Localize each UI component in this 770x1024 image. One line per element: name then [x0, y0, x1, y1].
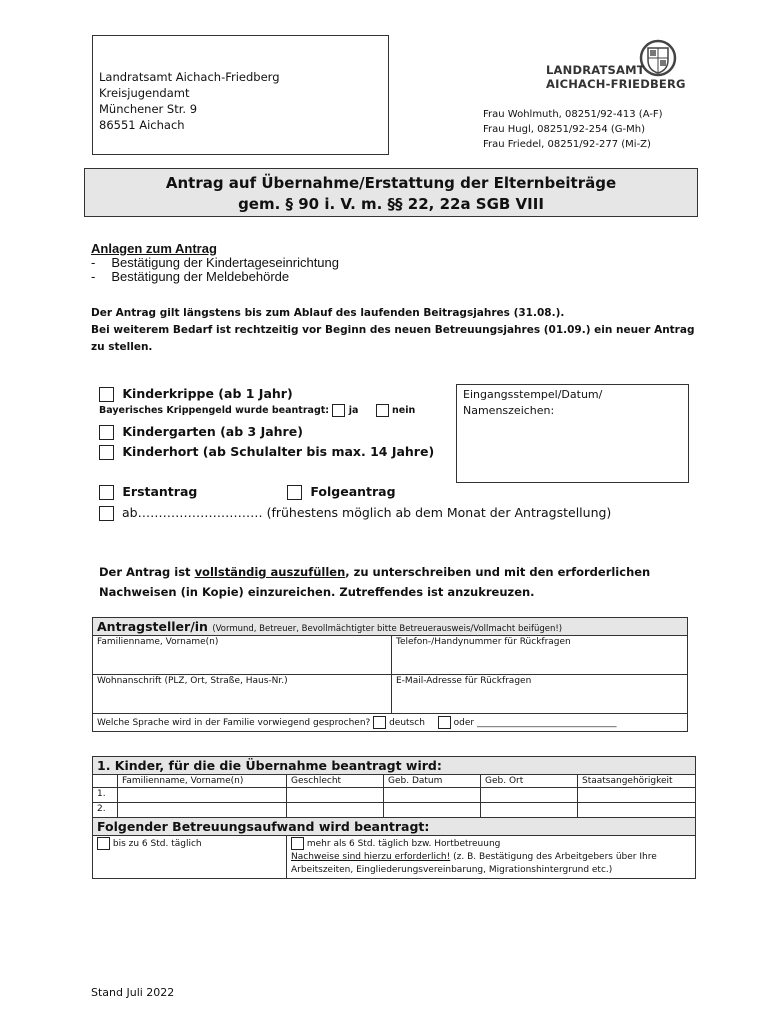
stamp-line-2: Namenszeichen: — [463, 404, 555, 417]
deutsch-label: deutsch — [389, 718, 425, 728]
oder-checkbox[interactable] — [438, 716, 451, 729]
erstantrag-checkbox[interactable] — [99, 485, 114, 500]
applicant-address-field[interactable] — [93, 675, 392, 714]
column-header: Geb. Datum — [384, 775, 481, 788]
ja-label: ja — [348, 405, 359, 416]
note-line-1: Der Antrag gilt längstens bis zum Ablauf des laufenden Beitragsjahres (31.08.). — [91, 307, 565, 319]
hort-label: Kinderhort (ab Schulalter bis max. 14 Jahre) — [122, 444, 435, 459]
index-header — [93, 775, 118, 788]
name-label: Familienname, Vorname(n) — [97, 637, 219, 647]
bullet: - — [91, 269, 96, 284]
care-heading: Folgender Betreuungsaufwand wird beantragt: — [93, 818, 696, 836]
logo-wordmark — [546, 63, 686, 91]
address-line-4: 86551 Aichach — [99, 118, 185, 132]
address-line-3: Münchener Str. 9 — [99, 102, 198, 116]
folgeantrag-label: Folgeantrag — [310, 484, 396, 499]
care-more-checkbox[interactable] — [291, 837, 304, 850]
address-line-1: Landratsamt Aichach-Friedberg — [99, 70, 280, 84]
cell-input[interactable] — [287, 788, 384, 803]
erstantrag-label: Erstantrag — [122, 484, 198, 499]
ab-checkbox[interactable] — [99, 506, 114, 521]
proof-required-text: Nachweise sind hierzu erforderlich! — [291, 852, 451, 862]
krippengeld-ja-checkbox[interactable] — [332, 404, 345, 417]
column-header: Geschlecht — [287, 775, 384, 788]
logo-line-1: LANDRATSAMT — [546, 63, 645, 77]
table-row — [93, 803, 696, 818]
stamp-box — [456, 384, 689, 483]
krippengeld-nein-checkbox[interactable] — [376, 404, 389, 417]
cell-input[interactable] — [384, 788, 481, 803]
proof-note-2: Arbeitszeiten, Eingliederungsvereinbarung, Migrationshintergrund etc.) — [291, 865, 613, 875]
children-heading: 1. Kinder, für die die Übernahme beantragt wird: — [93, 757, 696, 775]
krippe-label: Kinderkrippe (ab 1 Jahr) — [122, 386, 293, 401]
logo-line-2: AICHACH-FRIEDBERG — [546, 77, 686, 91]
stamp-line-1: Eingangsstempel/Datum/ — [463, 388, 603, 401]
cell-input[interactable] — [118, 803, 287, 818]
applicant-email-field[interactable] — [392, 675, 688, 714]
column-header: Staatsangehörigkeit — [578, 775, 696, 788]
care-6h-label: bis zu 6 Std. täglich — [112, 839, 202, 849]
recipient-address-box — [92, 35, 389, 155]
applicant-heading — [93, 618, 688, 636]
cell-input[interactable] — [118, 788, 287, 803]
cell-input[interactable] — [481, 803, 578, 818]
nein-label: nein — [392, 405, 416, 416]
applicant-phone-field[interactable] — [392, 636, 688, 675]
folgeantrag-checkbox[interactable] — [287, 485, 302, 500]
cell-input[interactable] — [578, 788, 696, 803]
instruction-line-2: Nachweisen (in Kopie) einzureichen. Zutreffendes ist anzukreuzen. — [99, 585, 535, 599]
row-index: 1. — [93, 788, 118, 803]
instruction-text — [99, 562, 650, 602]
footer-version: Stand Juli 2022 — [91, 986, 175, 999]
cell-input[interactable] — [578, 803, 696, 818]
option-ab-date — [99, 505, 611, 521]
oder-field[interactable]: oder _______________________________ — [453, 718, 617, 728]
address-label: Wohnanschrift (PLZ, Ort, Straße, Haus-Nr.) — [97, 676, 288, 686]
ab-note: (frühestens möglich ab dem Monat der Antragstellung) — [266, 505, 612, 520]
applicant-heading-note: (Vormund, Betreuer, Bevollmächtigter bitte Betreuerausweis/Vollmacht beifügen!) — [212, 624, 563, 634]
contact-1: Frau Wohlmuth, 08251/92-413 (A-F) — [483, 109, 663, 120]
care-more-label: mehr als 6 Std. täglich bzw. Hortbetreuung — [306, 839, 501, 849]
kindergarten-checkbox[interactable] — [99, 425, 114, 440]
option-erstantrag — [99, 484, 197, 500]
attachment-text: Bestätigung der Kindertageseinrichtung — [111, 255, 339, 270]
form-title — [84, 168, 698, 217]
option-krippe — [99, 386, 293, 402]
option-hort — [99, 444, 434, 460]
kindergarten-label: Kindergarten (ab 3 Jahre) — [122, 424, 303, 439]
instruction-part-2: , zu unterschreiben und mit den erforderlichen — [345, 565, 651, 579]
attachment-item — [91, 270, 339, 284]
validity-note — [91, 305, 701, 356]
email-label: E-Mail-Adresse für Rückfragen — [396, 676, 532, 686]
contact-2: Frau Hugl, 08251/92-254 (G-Mh) — [483, 124, 646, 135]
cell-input[interactable] — [287, 803, 384, 818]
attachment-item — [91, 256, 339, 270]
proof-note: (z. B. Bestätigung des Arbeitgebers über Ihre — [450, 852, 657, 862]
care-option-2 — [287, 836, 696, 879]
column-header: Familienname, Vorname(n) — [118, 775, 287, 788]
instruction-underlined: vollständig auszufüllen — [194, 565, 346, 579]
ab-field[interactable]: ab………………………… — [121, 505, 263, 520]
contact-list — [483, 107, 663, 152]
hort-checkbox[interactable] — [99, 445, 114, 460]
title-line-1: Antrag auf Übernahme/Erstattung der Elternbeiträge — [165, 174, 617, 192]
row-index: 2. — [93, 803, 118, 818]
cell-input[interactable] — [481, 788, 578, 803]
language-row — [93, 714, 688, 732]
attachment-text: Bestätigung der Meldebehörde — [111, 269, 290, 284]
applicant-name-field[interactable] — [93, 636, 392, 675]
instruction-line-1 — [99, 562, 650, 582]
contact-3: Frau Friedel, 08251/92-277 (Mi-Z) — [483, 139, 651, 150]
care-option-1 — [93, 836, 287, 879]
krippe-checkbox[interactable] — [99, 387, 114, 402]
title-line-2: gem. § 90 i. V. m. §§ 22, 22a SGB VIII — [238, 195, 544, 213]
table-row — [93, 788, 696, 803]
language-label: Welche Sprache wird in der Familie vorwiegend gesprochen? — [97, 718, 371, 728]
care-6h-checkbox[interactable] — [97, 837, 110, 850]
deutsch-checkbox[interactable] — [373, 716, 386, 729]
column-header: Geb. Ort — [481, 775, 578, 788]
address-line-2: Kreisjugendamt — [99, 86, 190, 100]
cell-input[interactable] — [384, 803, 481, 818]
applicant-table — [92, 617, 688, 732]
krippengeld-row — [99, 404, 415, 417]
bullet: - — [91, 255, 96, 270]
children-table — [92, 756, 696, 879]
attachments-heading: Anlagen zum Antrag — [91, 241, 217, 256]
applicant-heading-title: Antragsteller/in — [97, 619, 208, 634]
option-folgeantrag — [287, 484, 396, 500]
krippengeld-label: Bayerisches Krippengeld wurde beantragt: — [99, 405, 330, 416]
instruction-part-1: Der Antrag ist — [99, 565, 195, 579]
note-line-2: Bei weiterem Bedarf ist rechtzeitig vor Beginn des neuen Betreuungsjahres (01.09.) ein neuer Antrag zu stellen. — [91, 324, 695, 353]
option-kindergarten — [99, 424, 303, 440]
phone-label: Telefon-/Handynummer für Rückfragen — [396, 637, 571, 647]
attachments-section — [91, 242, 339, 284]
